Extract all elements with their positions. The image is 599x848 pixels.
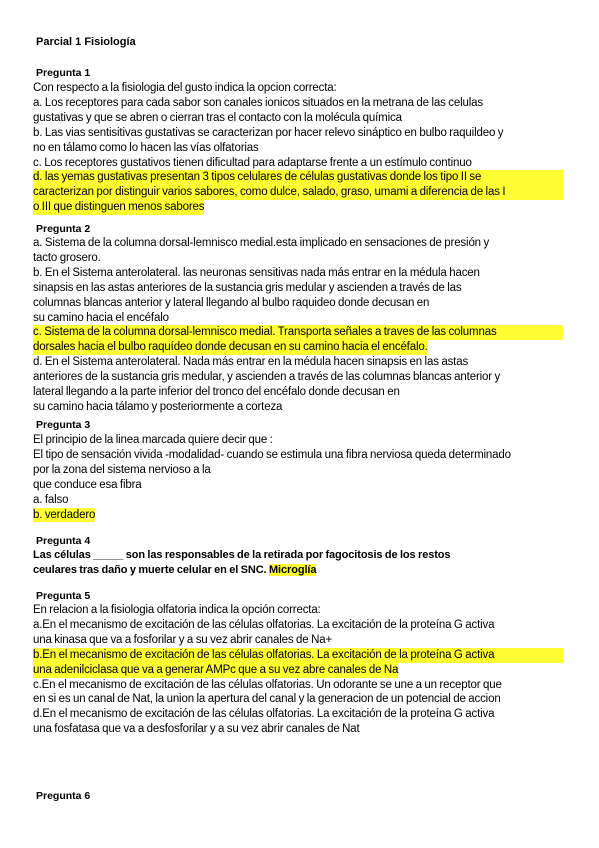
q4-answer: Microglía [268,563,317,576]
q2-option-a-line2: tacto grosero. [33,251,101,264]
q5-option-d-line1: d.En el mecanismo de excitación de las células olfatorias. La excitación de la proteína G activa [33,708,495,721]
q2-option-c-line1: c. Sistema de la columna dorsal-lemnisco medial. Transporta señales a traves de las columnas [33,325,563,340]
q2-option-d-line2: anteriores de la sustancia gris medular, y ascienden a través de las columnas blancas anterior y [33,371,501,384]
q5-option-b-line1: b.En el mecanismo de excitación de las células olfatorias. La excitación de la proteína G activa [33,648,563,663]
q2-option-b-line2: sinapsis en las astas anteriores de la sustancia gris medular y ascienden a través de las [33,281,462,294]
question-5-heading: Pregunta 5 [36,590,91,602]
q5-option-d-line2: una fosfatasa que va a desfosforilar y a su vez abrir canales de Nat [33,723,360,736]
q3-option-b: b. verdadero [33,508,96,521]
q2-option-d-line1: d. En el Sistema anterolateral. Nada más entrar en la médula hacen sinapsis en las astas [33,356,469,369]
q5-option-b-line2: una adenilciclasa que va a generar AMPc que a su vez abre canales de Na [33,663,399,676]
q2-option-d-line3: lateral llegando a la parte inferior del tronco del encéfalo donde decusan en [33,386,400,399]
q3-principle-line2: por la zona del sistema nervioso a la [33,463,211,476]
question-2-heading: Pregunta 2 [36,223,91,235]
q3-principle-line3: que conduce esa fibra [33,478,142,491]
q2-option-c-line2: dorsales hacia el bulbo raquídeo donde decusan en su camino hacia el encéfalo. [33,341,428,354]
q3-option-a: a. falso [33,493,69,506]
question-5-body [33,603,563,737]
q1-option-b-line1: b. Las vias sentisitivas gustativas se caracterizan por hacer relevo sináptico en bulbo raquildeo y [33,126,504,139]
question-3-heading: Pregunta 3 [36,419,91,431]
q1-option-b-line2: no en tálamo como lo hacen las vías olfatorias [33,141,259,154]
q3-principle-line1: El tipo de sensación vivida -modalidad- cuando se estimula una fibra nerviosa queda determinado [33,448,511,461]
q2-option-b-line1: b. En el Sistema anterolateral. las neuronas sensitivas nada más entrar en la médula hacen [33,266,480,279]
question-6-heading: Pregunta 6 [36,790,91,802]
q5-option-a-line2: una kinasa que va a fosforilar y a su vez abrir canales de Na+ [33,633,333,646]
q1-option-d-line2: caracterizan por distinguir varios sabores, como dulce, salado, graso, umami a diferencia de las I [33,185,563,200]
q5-option-c-line2: en si es un canal de Nat, la union la apertura del canal y la generacion de un potencial de accion [33,693,501,706]
q2-option-a-line1: a. Sistema de la columna dorsal-lemnisco medial.esta implicado en sensaciones de presión y [33,237,490,249]
q1-option-a-line1: a. Los receptores para cada sabor son canales ionicos situados en la metrana de las celulas [33,96,483,109]
q1-option-d-line3: o III que distinguen menos sabores [33,201,205,214]
q1-option-d-line1: d. las yemas gustativas presentan 3 tipos celulares de células gustativas donde los tipo II se [33,170,563,185]
document-title: Parcial 1 Fisiología [36,36,136,48]
question-3-body [33,433,563,522]
question-4-body [33,548,563,578]
q1-option-a-line2: gustativas y que se abren o cierran tras el contacto con la molécula química [33,111,402,124]
q1-statement: Con respecto a la fisiologia del gusto indica la opcion correcta: [33,82,337,94]
q5-statement: En relacion a la fisiologia olfatoria indica la opción correcta: [33,604,321,616]
q5-option-c-line1: c.En el mecanismo de excitación de las células olfatorias. Un odorante se une a un receptor que [33,678,502,691]
q5-option-a-line1: a.En el mecanismo de excitación de las células olfatorias. La excitación de la proteína G activa [33,618,495,631]
question-2-body [33,236,563,415]
q4-statement-line1: Las células _____ son las responsables de la retirada por fagocitosis de los restos [33,549,451,561]
question-4-heading: Pregunta 4 [36,535,91,547]
q4-statement-line2: ceulares tras daño y muerte celular en el SNC. Microglía [33,563,317,576]
question-1-body [33,81,563,215]
q2-option-b-line3: columnas blancas anterior y lateral llegando al bulbo raquideo donde decusan en [33,296,430,309]
q2-option-b-line4: su camino hacia el encéfalo [33,311,169,324]
q2-option-d-line4: su camino hacia tálamo y posteriormente a corteza [33,400,283,413]
question-1-heading: Pregunta 1 [36,67,91,79]
q3-statement: El principio de la linea marcada quiere decir que : [33,434,273,446]
q1-option-c: c. Los receptores gustativos tienen dificultad para adaptarse frente a un estímulo continuo [33,156,472,169]
